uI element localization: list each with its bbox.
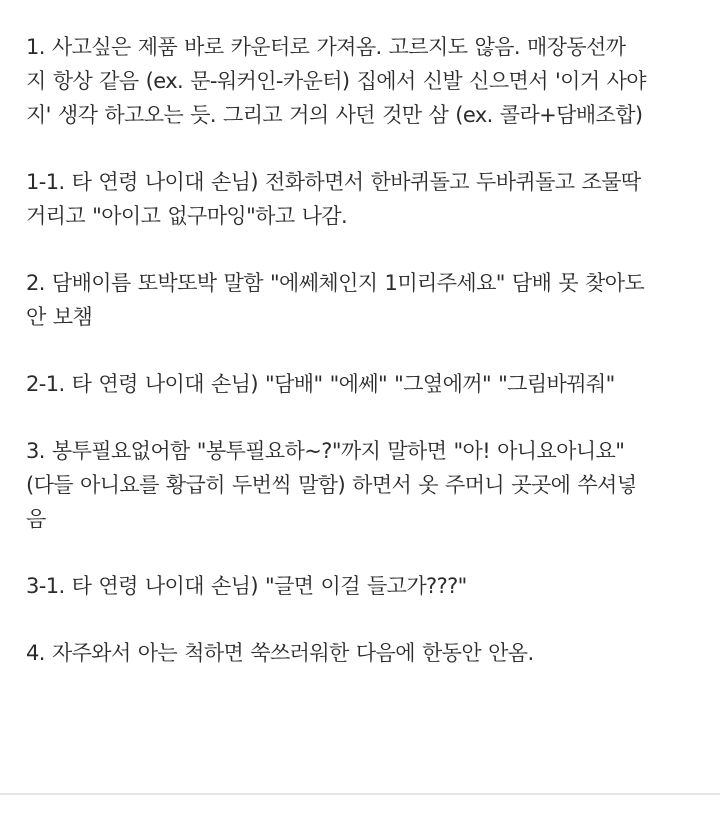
bottom-divider [0,793,720,795]
paragraph-1 [26,30,706,132]
paragraph-1-1 [26,165,706,233]
paragraph-3 [26,434,706,536]
paragraph-line: 2. 담배이름 또박또박 말함 "에쎄체인지 1미리주세요" 담배 못 찾아도 [26,271,645,295]
paragraph-line: 1. 사고싶은 제품 바로 카운터로 가져옴. 고르지도 않음. 매장동선까 [26,35,626,59]
paragraph-line: 4. 자주와서 아는 척하면 쑥쓰러워한 다음에 한동안 안옴. [26,641,534,665]
paragraph-line: 3-1. 타 연령 나이대 손님) "글면 이걸 들고가???" [26,574,467,598]
paragraph-line: 음 [26,507,46,531]
paragraph-gap [26,401,706,434]
paragraph-2-1 [26,367,706,401]
paragraph-line: 거리고 "아이고 없구마잉"하고 나감. [26,204,348,228]
paragraph-2 [26,266,706,334]
paragraph-line: 지 항상 같음 (ex. 문-워커인-카운터) 집에서 신발 신으면서 '이거 사야 [26,69,646,93]
paragraph-line: 안 보챔 [26,305,93,329]
paragraph-gap [26,603,706,636]
paragraph-line: (다들 아니요를 황급히 두번씩 말함) 하면서 옷 주머니 곳곳에 쑤셔넣 [26,473,637,497]
paragraph-4 [26,636,706,670]
paragraph-line: 2-1. 타 연령 나이대 손님) "담배" "에쎄" "그옆에꺼" "그림바꿔줘" [26,372,615,396]
post-body [26,30,706,670]
paragraph-line: 3. 봉투필요없어함 "봉투필요하~?"까지 말하면 "아! 아니요아니요" [26,439,625,463]
paragraph-gap [26,536,706,569]
paragraph-gap [26,233,706,266]
paragraph-gap [26,334,706,367]
paragraph-3-1 [26,569,706,603]
paragraph-line: 1-1. 타 연령 나이대 손님) 전화하면서 한바퀴돌고 두바퀴돌고 조물딱 [26,170,641,194]
paragraph-gap [26,132,706,165]
paragraph-line: 지' 생각 하고오는 듯. 그리고 거의 사던 것만 삼 (ex. 콜라+담배조합) [26,103,643,127]
